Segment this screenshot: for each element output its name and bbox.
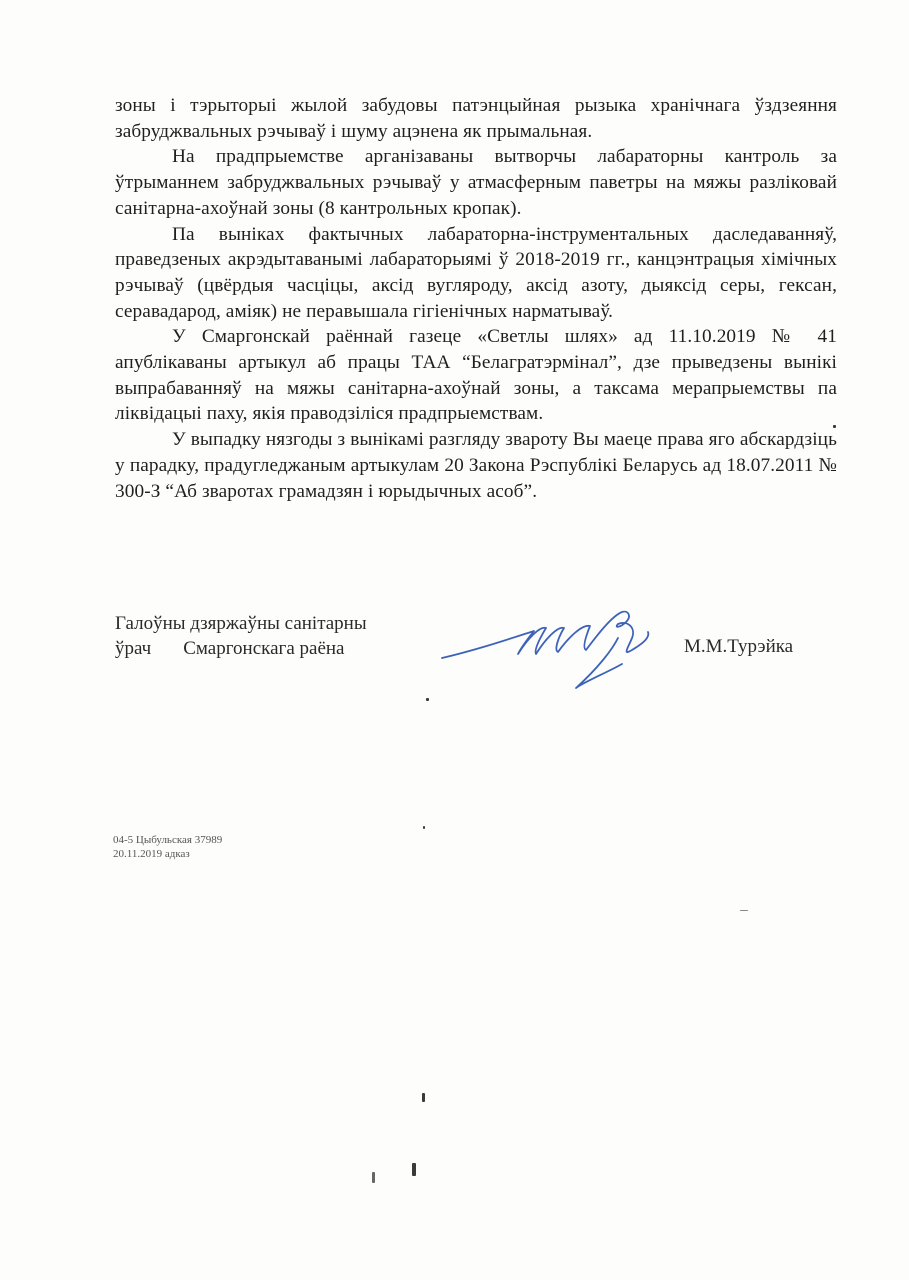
paragraph-continuation: зоны і тэрыторыі жылой забудовы патэнцыйная рызыка хранічнага ўздзеяння забруджвальных рэчываў і шуму ацэнена як прымальная. — [115, 95, 837, 142]
signatory-title — [115, 611, 367, 661]
paragraph-research-results: Па выніках фактычных лабараторна-інструментальных даследаванняў, праведзеных акрэдытаванымі лабараторыямі ў 2018-2019 гг., канцэнтрацыя хімічных рэчываў (цвёрдыя часціцы, аксід вугляроду, аксід азоту, дыяксід серы, гексан, серавадарод, аміяк) не перавышала гігіенічных нарматываў. — [115, 223, 837, 322]
executor-note — [113, 833, 222, 861]
scan-speck — [833, 425, 836, 428]
paragraph-appeal-rights: У выпадку нязгоды з вынікамі разгляду звароту Вы маеце права яго абскардзіць у парадку, прадугледжаным артыкулам 20 Закона Рэспублікі Беларусь ад 18.07.2011 № 300-З “Аб зваротах грамадзян і юрыдычных асоб”. — [115, 429, 837, 502]
executor-note-line1: 04-5 Цыбульская 37989 — [113, 834, 223, 846]
scan-speck — [422, 1093, 425, 1102]
scan-speck — [412, 1163, 416, 1176]
signatory-title-district: Смаргонскага раёна — [183, 638, 345, 659]
handwritten-signature — [436, 598, 666, 698]
scan-speck — [423, 826, 425, 829]
executor-note-line2: 20.11.2019 адказ — [113, 848, 190, 860]
signatory-name: М.М.Турэйка — [684, 636, 794, 657]
letter-body — [115, 93, 837, 504]
signatory-title-line1: Галоўны дзяржаўны санітарны — [115, 613, 367, 634]
scan-speck — [372, 1172, 375, 1183]
signatory-title-role: ўрач — [115, 638, 152, 659]
paragraph-lab-control: На прадпрыемстве арганізаваны вытворчы лабараторны кантроль за ўтрыманнем забруджвальных рэчываў у атмасферным паветры на мяжы разліковай санітарна-ахоўнай зоны (8 кантрольных кропак). — [115, 146, 837, 219]
paragraph-newspaper: У Смаргонскай раённай газеце «Светлы шлях» ад 11.10.2019 № 41 апублікаваны артыкул аб працы ТАА “Белагратэрмінал”, дзе прыведзены вынікі выпрабаванняў на мяжы санітарна-ахоўнай зоны, а таксама мерапрыемствы па ліквідацыі паху, якія праводзіліся прадпрыемствам. — [115, 326, 837, 425]
scan-speck — [426, 698, 429, 701]
signatory-title-line2 — [115, 636, 367, 661]
scan-speck — [740, 910, 748, 911]
